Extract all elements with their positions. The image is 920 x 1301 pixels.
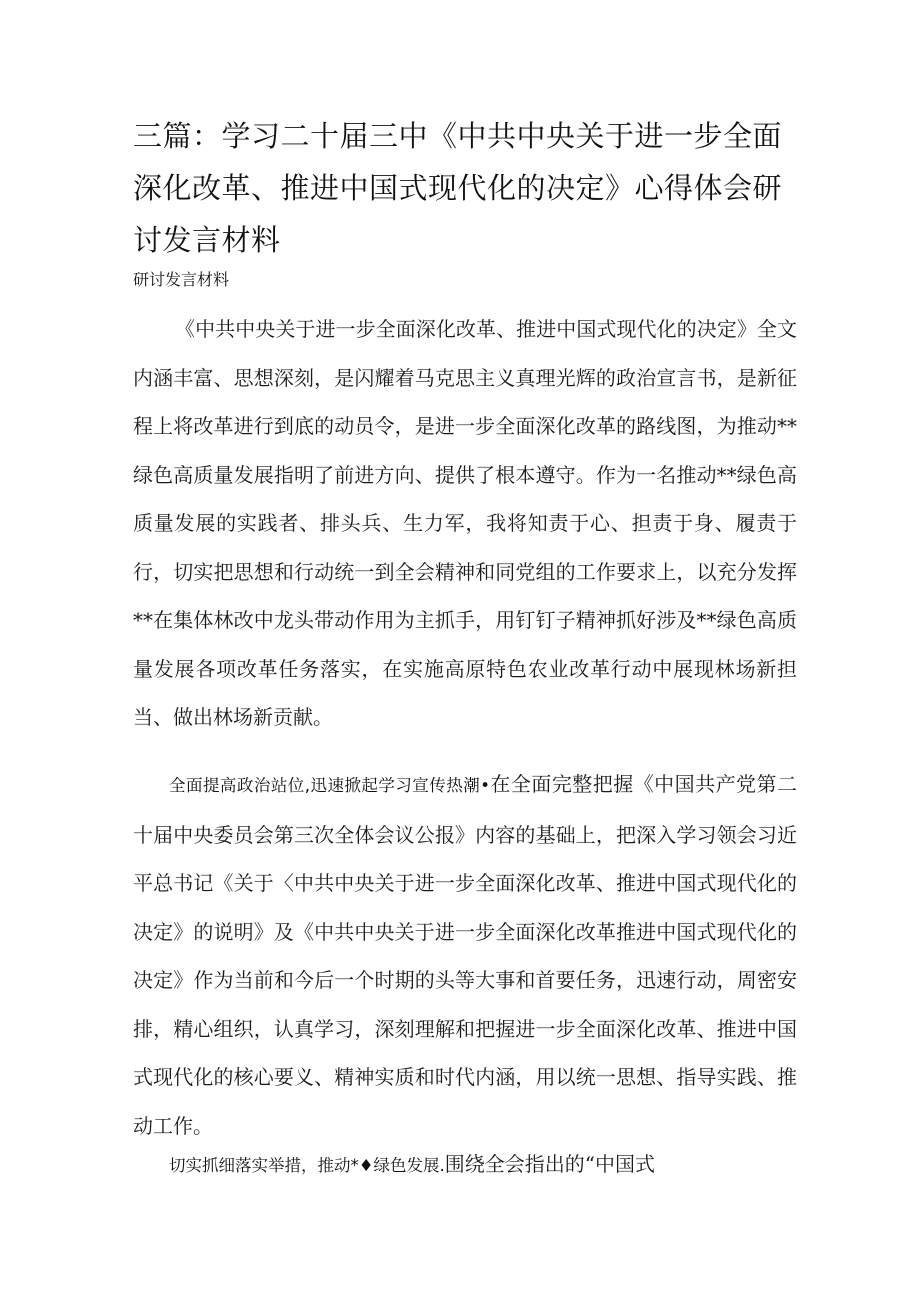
paragraph-lead: 全面提高政治站位,迅速掀起学习宣传热潮•: [169, 776, 490, 795]
paragraph-intro: [133, 305, 797, 742]
paragraph-text: 《中共中央关于进一步全面深化改革、推进中国式现代化的决定》全文内涵丰富、思想深刻，是闪耀着马克思主义真理光辉的政治宣言书，是新征程上将改革进行到底的动员令，是进一步全面深化改革的路线图，为推动**绿色高质量发展指明了前进方向、提供了根本遵守。作为一名推动**绿色高质量发展的实践者、排头兵、生力军，我将知责于心、担责于身、履责于行，切实把思想和行动统一到全会精神和同党组的工作要求上，以充分发挥**在集体林改中龙头带动作用为主抓手，用钉钉子精神抓好涉及**绿色高质量发展各项改革任务落实，在实施高原特色农业改革行动中展现林场新担当、做出林场新贡献。: [133, 317, 797, 729]
document-title: 三篇：学习二十届三中《中共中央关于进一步全面深化改革、推进中国式现代化的决定》心得体会研讨发言材料: [133, 119, 783, 257]
paragraph-lead: 切实抓细落实举措，推动*♦绿色发展.: [169, 1156, 445, 1175]
paragraph-text: 在全面完整把握《中国共产党第二十届中央委员会第三次全体会议公报》内容的基础上，把深入学习领会习近平总书记《关于〈中共中央关于进一步全面深化改革、推进中国式现代化的决定》的说明》及《中共中央关于进一步全面深化改革推进中国式现代化的决定》作为当前和今后一个时期的头等大事和首要任务，迅速行动，周密安排，精心组织，认真学习，深刻理解和把握进一步全面深化改革、推进中国式现代化的核心要义、精神实质和时代内涵，用以统一思想、指导实践、推动工作。: [133, 772, 798, 1138]
paragraph-political-stance: [133, 760, 797, 1150]
section-label: 研讨发言材料: [133, 270, 230, 289]
paragraph-implementation: [133, 1140, 797, 1191]
paragraph-text: 围绕全会指出的“中国式: [444, 1152, 656, 1176]
